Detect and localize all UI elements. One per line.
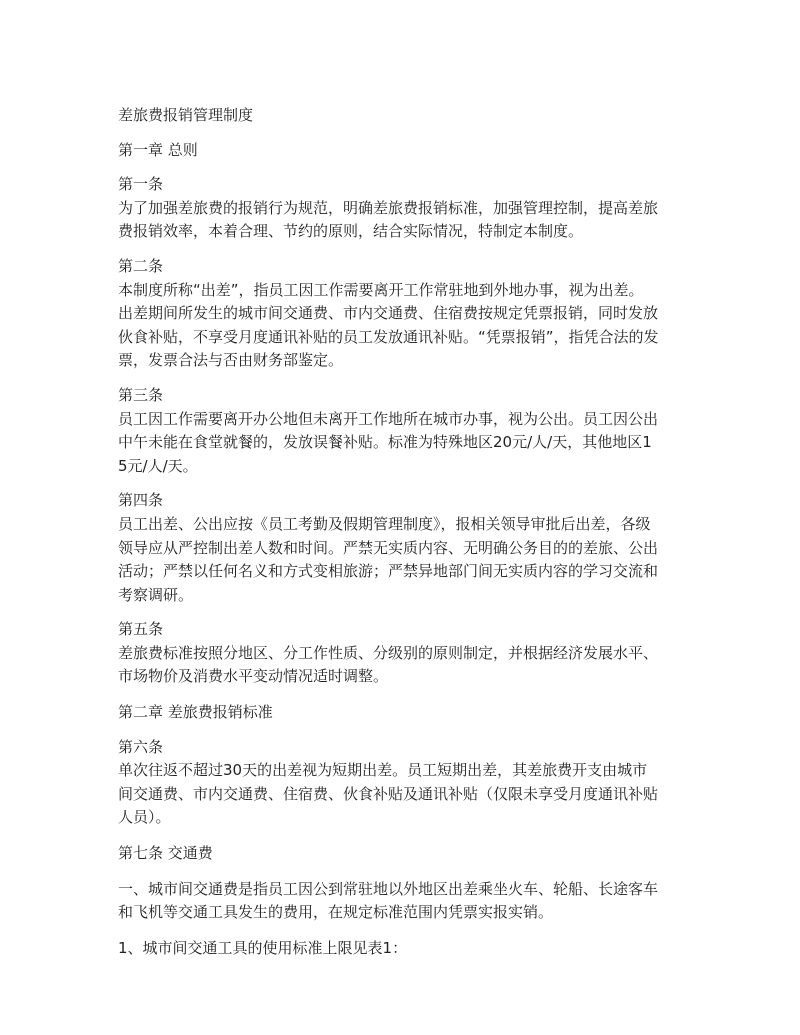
article-3-line: 5元/人/天。: [118, 456, 198, 475]
article-1-line: 为了加强差旅费的报销行为规范，明确差旅费报销标准，加强管理控制，提高差旅: [118, 198, 659, 217]
article-2-heading: 第二条: [118, 256, 164, 275]
article-1: [118, 173, 688, 244]
article-4-line: 考察调研。: [118, 585, 194, 604]
article-5: [118, 618, 688, 689]
chapter-2-heading: 第二章 差旅费报销标准: [118, 703, 273, 722]
article-6-line: 单次往返不超过30天的出差视为短期出差。员工短期出差，其差旅费开支由城市: [118, 761, 648, 780]
article-2-line: 本制度所称“出差”，指员工因工作需要离开工作常驻地到外地办事，视为出差。: [118, 280, 644, 299]
article-4-line: 活动；严禁以任何名义和方式变相旅游；严禁异地部门间无实质内容的学习交流和: [118, 562, 659, 581]
article-7-paragraph-1: [118, 878, 688, 925]
chapter-1-heading: 第一章 总则: [118, 140, 198, 159]
article-2: [118, 255, 688, 373]
article-2-line: 出差期间所发生的城市间交通费、市内交通费、住宿费按规定凭票报销，同时发放: [118, 304, 659, 323]
article-3-line: 员工因工作需要离开办公地但未离开工作地所在城市办事，视为公出。员工因公出: [118, 409, 659, 428]
article-4-line: 领导应从严控制出差人数和时间。严禁无实质内容、无明确公务目的的差旅、公出: [118, 538, 659, 557]
article-1-line: 费报销效率，本着合理、节约的原则，结合实际情况，特制定本制度。: [118, 222, 584, 241]
article-5-line: 差旅费标准按照分地区、分工作性质、分级别的原则制定，并根据经济发展水平、: [118, 643, 659, 662]
article-6-heading: 第六条: [118, 737, 164, 756]
article-3: [118, 384, 688, 478]
article-5-line: 市场物价及消费水平变动情况适时调整。: [118, 667, 389, 686]
article-4-heading: 第四条: [118, 491, 164, 510]
document-body: [118, 104, 688, 960]
article-3-line: 中午未能在食堂就餐的，发放误餐补贴。标准为特殊地区20元/人/天，其他地区1: [118, 433, 652, 452]
article-7-item-1: 1、城市间交通工具的使用标准上限见表1：: [118, 938, 408, 957]
article-4: [118, 489, 688, 607]
document-title: 差旅费报销管理制度: [118, 106, 254, 124]
article-7-line: 和飞机等交通工具发生的费用，在规定标准范围内凭票实报实销。: [118, 903, 554, 922]
article-4-line: 员工出差、公出应按《员工考勤及假期管理制度》，报相关领导审批后出差，各级: [118, 514, 651, 533]
article-6-line: 间交通费、市内交通费、住宿费、伙食补贴及通讯补贴（仅限未享受月度通讯补贴: [118, 784, 659, 803]
article-7-heading: 第七条 交通费: [118, 844, 213, 863]
article-6-line: 人员）。: [118, 808, 171, 827]
article-6: [118, 736, 688, 830]
article-3-heading: 第三条: [118, 385, 164, 404]
article-7-line: 一、城市间交通费是指员工因公到常驻地以外地区出差乘坐火车、轮船、长途客车: [118, 879, 659, 898]
article-1-heading: 第一条: [118, 175, 164, 194]
article-5-heading: 第五条: [118, 620, 164, 639]
article-2-line: 票，发票合法与否由财务部鉴定。: [118, 351, 344, 370]
article-2-line: 伙食补贴，不享受月度通讯补贴的员工发放通讯补贴。“凭票报销”，指凭合法的发: [118, 327, 659, 346]
